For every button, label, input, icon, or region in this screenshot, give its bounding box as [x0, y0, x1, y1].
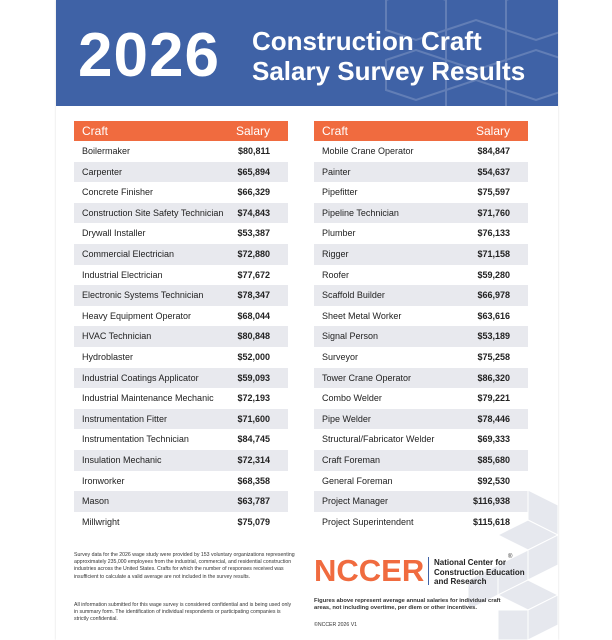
- craft-name: Mason: [82, 496, 110, 507]
- table-row: [74, 141, 288, 162]
- salary-value: $72,880: [237, 248, 270, 259]
- salary-value: $65,894: [237, 166, 270, 177]
- craft-name: Pipefitter: [322, 187, 358, 198]
- table-row: [74, 512, 288, 533]
- table-row: [74, 388, 288, 409]
- table-row: [314, 368, 528, 389]
- table-row: [74, 471, 288, 492]
- registered-mark: ®: [508, 554, 513, 560]
- salary-value: $75,079: [237, 516, 270, 527]
- salary-value: $63,616: [477, 310, 510, 321]
- salary-value: $78,347: [237, 290, 270, 301]
- salary-value: $72,193: [237, 393, 270, 404]
- craft-name: Ironworker: [82, 475, 125, 486]
- table-row: [314, 471, 528, 492]
- averages-note: Figures above represent average annual salaries for individual craft areas, not including overtime, per diem or other incentives.: [314, 598, 501, 612]
- craft-column-header: Craft: [82, 124, 109, 138]
- salary-value: $71,600: [237, 413, 270, 424]
- nccer-logo: [314, 554, 534, 588]
- salary-value: $80,811: [237, 146, 270, 156]
- craft-name: Instrumentation Technician: [82, 434, 189, 445]
- salary-value: $66,329: [237, 187, 270, 198]
- craft-name: Mobile Crane Operator: [322, 146, 414, 156]
- salary-value: $92,530: [477, 475, 510, 486]
- salary-value: $71,760: [477, 207, 510, 218]
- table-row: [74, 244, 288, 265]
- craft-name: Pipe Welder: [322, 413, 371, 424]
- table-row: [74, 223, 288, 244]
- salary-value: $54,637: [477, 166, 510, 177]
- logo-full-name-line: Construction Education: [434, 567, 525, 577]
- salary-value: $74,843: [237, 207, 270, 218]
- table-row: [314, 347, 528, 368]
- table-row: [314, 409, 528, 430]
- salary-value: $77,672: [237, 269, 270, 280]
- salary-value: $59,093: [237, 372, 270, 383]
- table-row: [314, 223, 528, 244]
- table-header: [314, 121, 528, 141]
- salary-value: $84,847: [477, 146, 510, 156]
- craft-name: Plumber: [322, 228, 356, 239]
- craft-name: Surveyor: [322, 351, 359, 362]
- table-row: [74, 326, 288, 347]
- salary-value: $76,133: [477, 228, 510, 239]
- craft-name: HVAC Technician: [82, 331, 152, 342]
- craft-name: Boilermaker: [82, 146, 131, 156]
- table-row: [74, 409, 288, 430]
- craft-name: Insulation Mechanic: [82, 454, 162, 465]
- salary-value: $78,446: [477, 413, 510, 424]
- table-row: [74, 285, 288, 306]
- table-row: [74, 162, 288, 183]
- table-row: [314, 388, 528, 409]
- craft-name: Millwright: [82, 516, 120, 527]
- survey-year: 2026: [78, 21, 220, 90]
- craft-name: Electronic Systems Technician: [82, 290, 204, 301]
- salary-value: $79,221: [477, 393, 510, 404]
- table-row: [74, 203, 288, 224]
- craft-name: Project Superintendent: [322, 516, 414, 527]
- salary-value: $72,314: [237, 454, 270, 465]
- logo-wordmark: NCCER: [314, 553, 425, 588]
- craft-name: Carpenter: [82, 166, 123, 177]
- logo-full-name: [434, 558, 525, 587]
- salary-value: $80,848: [237, 331, 270, 342]
- craft-column-header: Craft: [322, 124, 349, 138]
- table-body: [314, 141, 528, 532]
- salary-value: $86,320: [477, 372, 510, 383]
- confidentiality-footnote: All information submitted for this wage survey is considered confidential and is being used only in summary form. The identification of individual respondents or participating companies is strictly confidential.: [74, 602, 292, 623]
- craft-name: Hydroblaster: [82, 351, 134, 362]
- salary-value: $75,597: [477, 187, 510, 198]
- salary-table-left: [74, 121, 288, 532]
- craft-name: Industrial Coatings Applicator: [82, 372, 199, 383]
- table-row: [314, 285, 528, 306]
- table-row: [314, 182, 528, 203]
- craft-name: Sheet Metal Worker: [322, 310, 402, 321]
- salary-value: $68,044: [237, 310, 270, 321]
- craft-name: General Foreman: [322, 475, 393, 486]
- salary-value: $68,358: [237, 475, 270, 486]
- craft-name: Heavy Equipment Operator: [82, 310, 192, 321]
- table-row: [74, 347, 288, 368]
- salary-value: $71,158: [477, 248, 510, 259]
- salary-value: $66,978: [477, 290, 510, 301]
- table-row: [74, 368, 288, 389]
- craft-name: Instrumentation Fitter: [82, 413, 168, 424]
- craft-name: Tower Crane Operator: [322, 372, 412, 383]
- craft-name: Pipeline Technician: [322, 207, 399, 218]
- salary-value: $85,680: [477, 454, 510, 465]
- table-row: [314, 265, 528, 286]
- table-row: [314, 429, 528, 450]
- title-line-2: Salary Survey Results: [252, 56, 526, 86]
- craft-name: Project Manager: [322, 496, 389, 507]
- craft-name: Signal Person: [322, 331, 379, 342]
- table-body: [74, 141, 288, 532]
- salary-value: $84,745: [237, 434, 270, 445]
- table-row: [314, 306, 528, 327]
- craft-name: Industrial Electrician: [82, 269, 163, 280]
- table-row: [74, 491, 288, 512]
- table-header: [74, 121, 288, 141]
- table-row: [314, 244, 528, 265]
- table-row: [74, 265, 288, 286]
- table-row: [314, 162, 528, 183]
- salary-value: $116,938: [472, 496, 510, 507]
- salary-value: $63,787: [237, 496, 270, 507]
- craft-name: Industrial Maintenance Mechanic: [82, 393, 214, 404]
- table-row: [314, 326, 528, 347]
- craft-name: Scaffold Builder: [322, 290, 385, 301]
- survey-footnote: Survey data for the 2026 wage study were provided by 153 voluntary organizations representing approximately 235,000 employees from the industrial, commercial, and residential construction industries across the United States. Crafts for which the number of responses received was insufficient to calculate a valid average are not included in the survey results.: [74, 552, 295, 580]
- logo-divider: [428, 557, 429, 585]
- craft-name: Craft Foreman: [322, 454, 381, 465]
- header-banner: [56, 0, 558, 106]
- salary-column-header: Salary: [235, 124, 270, 138]
- craft-name: Roofer: [322, 269, 350, 280]
- craft-name: Structural/Fabricator Welder: [322, 434, 435, 445]
- craft-name: Rigger: [322, 248, 349, 259]
- table-row: [314, 450, 528, 471]
- salary-value: $53,387: [237, 228, 270, 239]
- table-row: [74, 429, 288, 450]
- salary-value: $75,258: [477, 351, 510, 362]
- table-row: [74, 182, 288, 203]
- craft-name: Concrete Finisher: [82, 187, 154, 198]
- table-row: [314, 141, 528, 162]
- copyright: ©NCCER 2026 V1: [314, 622, 358, 628]
- logo-full-name-line: and Research: [434, 577, 487, 586]
- craft-name: Construction Site Safety Technician: [82, 207, 224, 218]
- table-row: [314, 203, 528, 224]
- title-line-1: Construction Craft: [252, 26, 482, 56]
- table-row: [74, 450, 288, 471]
- craft-name: Drywall Installer: [82, 228, 146, 239]
- salary-value: $52,000: [237, 351, 270, 362]
- salary-value: $115,618: [472, 516, 510, 527]
- salary-table-right: [314, 121, 528, 532]
- craft-name: Combo Welder: [322, 393, 382, 404]
- page-title: [252, 26, 525, 86]
- craft-name: Commercial Electrician: [82, 248, 175, 259]
- salary-column-header: Salary: [475, 124, 510, 138]
- logo-full-name-line: National Center for: [434, 558, 507, 567]
- craft-name: Painter: [322, 166, 351, 177]
- salary-sheet: [56, 0, 558, 640]
- salary-value: $59,280: [477, 269, 510, 280]
- salary-value: $53,189: [477, 331, 510, 342]
- salary-value: $69,333: [477, 434, 510, 445]
- table-row: [74, 306, 288, 327]
